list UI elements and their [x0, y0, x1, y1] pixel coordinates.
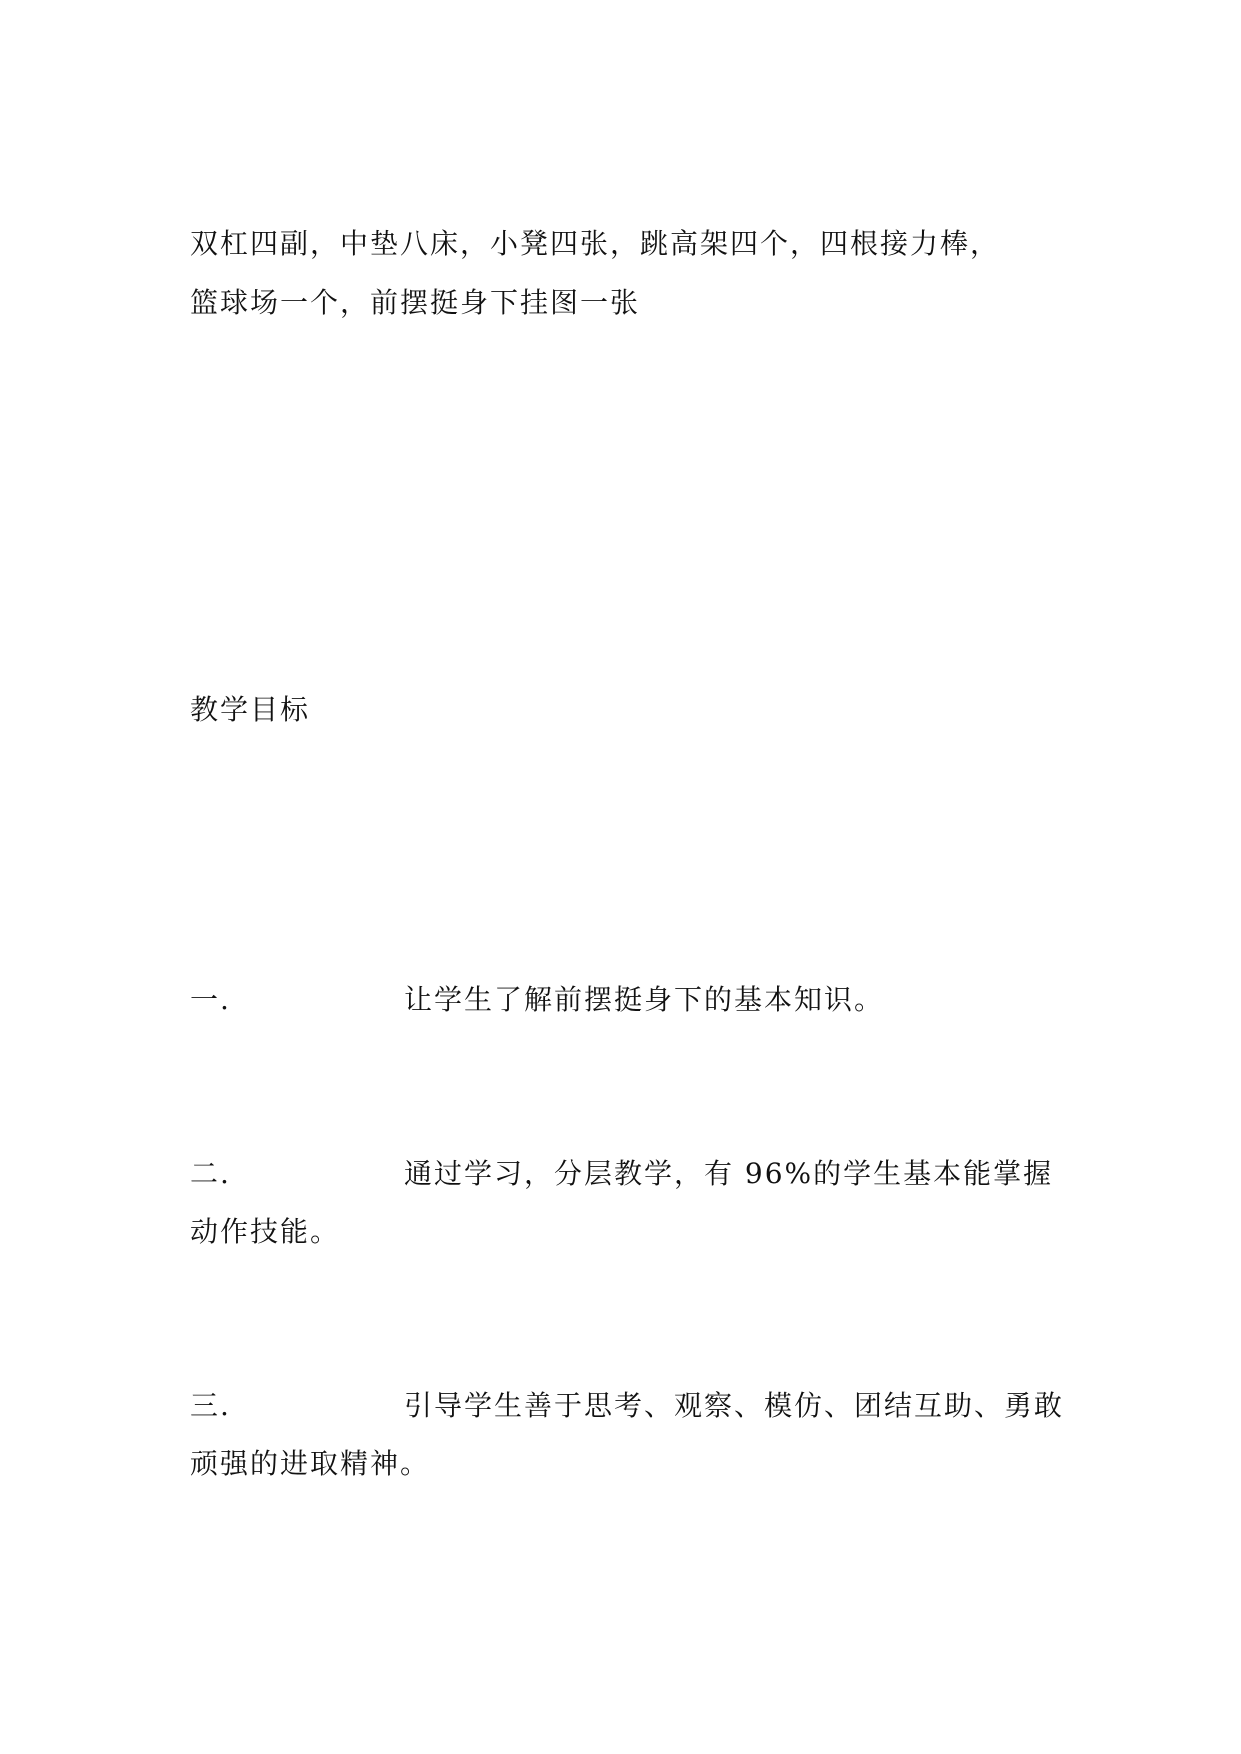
equipment-line-2: 篮球场一个，前摆挺身下挂图一张 [190, 286, 641, 319]
objective-item-2 [190, 1145, 1070, 1261]
objective-number: 二. [190, 1157, 231, 1190]
section-heading: 教学目标 [190, 693, 311, 726]
objective-number: 一. [190, 983, 231, 1016]
objective-text: 让学生了解前摆挺身下的基本知识。 [404, 983, 885, 1016]
objective-number: 三. [190, 1389, 231, 1422]
equipment-line-1: 双杠四副，中垫八床，小凳四张，跳高架四个，四根接力棒， [190, 227, 1001, 260]
objective-text: 引导学生善于思考、观察、模仿、团结互助、勇敢顽强的进取精神。 [190, 1389, 1065, 1480]
objective-text: 通过学习，分层教学，有 96%的学生基本能掌握动作技能。 [190, 1157, 1054, 1248]
objective-item-1 [190, 971, 1070, 1029]
objective-item-3 [190, 1377, 1070, 1493]
